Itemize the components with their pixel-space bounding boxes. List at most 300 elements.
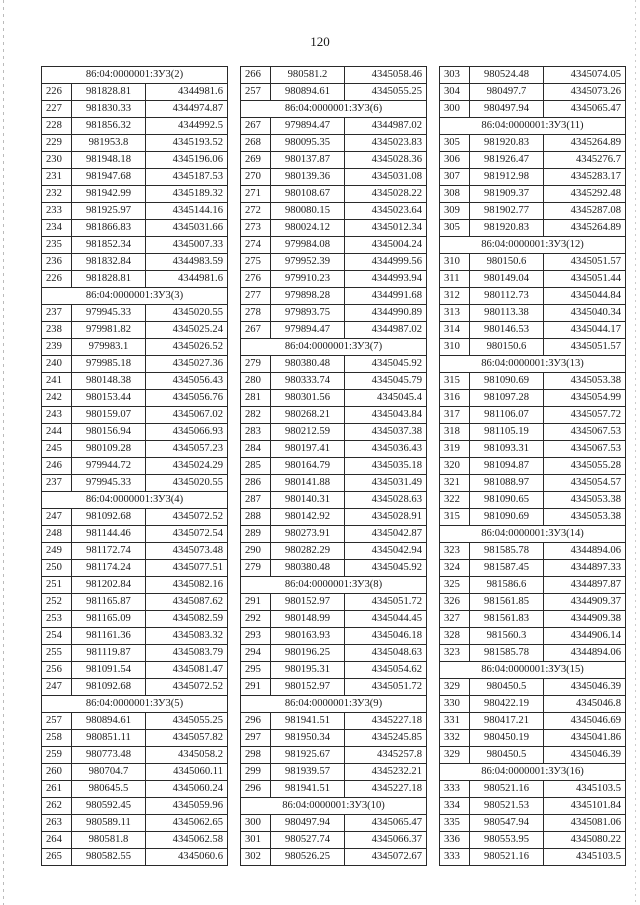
x-coordinate: 981587.45 bbox=[470, 560, 544, 577]
y-coordinate: 4345051.57 bbox=[544, 254, 626, 271]
y-coordinate: 4345072.52 bbox=[146, 509, 228, 526]
x-coordinate: 980524.48 bbox=[470, 67, 544, 84]
x-coordinate: 980195.31 bbox=[271, 662, 345, 679]
x-coordinate: 980527.74 bbox=[271, 832, 345, 849]
coordinate-row bbox=[42, 730, 228, 747]
point-number: 328 bbox=[440, 628, 470, 645]
y-coordinate: 4345044.84 bbox=[544, 288, 626, 305]
coordinate-row bbox=[42, 441, 228, 458]
y-coordinate: 4345087.62 bbox=[146, 594, 228, 611]
y-coordinate: 4345040.34 bbox=[544, 305, 626, 322]
point-number: 233 bbox=[42, 203, 72, 220]
x-coordinate: 980163.93 bbox=[271, 628, 345, 645]
coordinate-row bbox=[42, 237, 228, 254]
y-coordinate: 4344894.06 bbox=[544, 543, 626, 560]
page-number: 120 bbox=[310, 34, 330, 49]
x-coordinate: 980148.38 bbox=[72, 373, 146, 390]
x-coordinate: 979985.18 bbox=[72, 356, 146, 373]
x-coordinate: 979910.23 bbox=[271, 271, 345, 288]
point-number: 298 bbox=[241, 747, 271, 764]
point-number: 231 bbox=[42, 169, 72, 186]
x-coordinate: 980497.7 bbox=[470, 84, 544, 101]
y-coordinate: 4345073.26 bbox=[544, 84, 626, 101]
point-number: 246 bbox=[42, 458, 72, 475]
y-coordinate: 4345051.72 bbox=[345, 679, 427, 696]
point-number: 297 bbox=[241, 730, 271, 747]
y-coordinate: 4345042.87 bbox=[345, 526, 427, 543]
coordinate-row bbox=[42, 118, 228, 135]
y-coordinate: 4345059.96 bbox=[146, 798, 228, 815]
x-coordinate: 980140.31 bbox=[271, 492, 345, 509]
coordinate-row bbox=[241, 832, 427, 849]
coordinate-row bbox=[42, 271, 228, 288]
x-coordinate: 980153.44 bbox=[72, 390, 146, 407]
point-number: 333 bbox=[440, 849, 470, 866]
x-coordinate: 981560.3 bbox=[470, 628, 544, 645]
y-coordinate: 4345031.08 bbox=[345, 169, 427, 186]
coordinate-row bbox=[440, 713, 626, 730]
point-number: 304 bbox=[440, 84, 470, 101]
coordinate-row bbox=[440, 577, 626, 594]
x-coordinate: 979984.08 bbox=[271, 237, 345, 254]
y-coordinate: 4345057.23 bbox=[146, 441, 228, 458]
point-number: 229 bbox=[42, 135, 72, 152]
y-coordinate: 4345054.57 bbox=[544, 475, 626, 492]
coordinate-row bbox=[42, 220, 228, 237]
coordinate-row bbox=[42, 611, 228, 628]
coordinate-row bbox=[440, 594, 626, 611]
coordinate-row bbox=[440, 492, 626, 509]
y-coordinate: 4345055.25 bbox=[345, 84, 427, 101]
coordinate-row bbox=[440, 509, 626, 526]
point-number: 305 bbox=[440, 135, 470, 152]
coordinate-row bbox=[42, 832, 228, 849]
x-coordinate: 980521.53 bbox=[470, 798, 544, 815]
x-coordinate: 980273.91 bbox=[271, 526, 345, 543]
point-number: 291 bbox=[241, 679, 271, 696]
point-number: 335 bbox=[440, 815, 470, 832]
y-coordinate: 4345023.83 bbox=[345, 135, 427, 152]
coordinate-row bbox=[440, 84, 626, 101]
y-coordinate: 4345024.29 bbox=[146, 458, 228, 475]
x-coordinate: 981920.83 bbox=[470, 135, 544, 152]
y-coordinate: 4345051.72 bbox=[345, 594, 427, 611]
y-coordinate: 4345232.21 bbox=[345, 764, 427, 781]
coordinate-row bbox=[42, 594, 228, 611]
point-number: 294 bbox=[241, 645, 271, 662]
point-number: 318 bbox=[440, 424, 470, 441]
point-number: 288 bbox=[241, 509, 271, 526]
point-number: 315 bbox=[440, 373, 470, 390]
point-number: 308 bbox=[440, 186, 470, 203]
coordinate-row bbox=[241, 730, 427, 747]
coordinates-column-2 bbox=[240, 66, 427, 866]
x-coordinate: 979894.47 bbox=[271, 118, 345, 135]
coordinate-row bbox=[241, 271, 427, 288]
coordinate-row bbox=[241, 135, 427, 152]
x-coordinate: 981561.83 bbox=[470, 611, 544, 628]
y-coordinate: 4345227.18 bbox=[345, 713, 427, 730]
y-coordinate: 4345028.63 bbox=[345, 492, 427, 509]
point-number: 330 bbox=[440, 696, 470, 713]
x-coordinate: 980141.88 bbox=[271, 475, 345, 492]
parcel-header-row bbox=[440, 764, 626, 781]
y-coordinate: 4345046.8 bbox=[544, 696, 626, 713]
coordinate-row bbox=[42, 424, 228, 441]
parcel-id: 86:04:0000001:ЗУ3(15) bbox=[440, 662, 626, 679]
point-number: 254 bbox=[42, 628, 72, 645]
y-coordinate: 4345257.8 bbox=[345, 747, 427, 764]
coordinate-row bbox=[440, 288, 626, 305]
x-coordinate: 979983.1 bbox=[72, 339, 146, 356]
y-coordinate: 4344897.33 bbox=[544, 560, 626, 577]
parcel-header-row bbox=[42, 492, 228, 509]
coordinate-row bbox=[440, 373, 626, 390]
parcel-header-row bbox=[241, 101, 427, 118]
x-coordinate: 980150.6 bbox=[470, 339, 544, 356]
coordinate-row bbox=[440, 628, 626, 645]
y-coordinate: 4345046.39 bbox=[544, 747, 626, 764]
x-coordinate: 981165.87 bbox=[72, 594, 146, 611]
point-number: 282 bbox=[241, 407, 271, 424]
x-coordinate: 979945.33 bbox=[72, 305, 146, 322]
point-number: 327 bbox=[440, 611, 470, 628]
coordinates-table-1 bbox=[41, 66, 228, 866]
coordinate-row bbox=[42, 798, 228, 815]
coordinate-row bbox=[42, 713, 228, 730]
point-number: 275 bbox=[241, 254, 271, 271]
coordinate-row bbox=[241, 84, 427, 101]
parcel-id: 86:04:0000001:ЗУ3(10) bbox=[241, 798, 427, 815]
x-coordinate: 980773.48 bbox=[72, 747, 146, 764]
x-coordinate: 981106.07 bbox=[470, 407, 544, 424]
point-number: 257 bbox=[42, 713, 72, 730]
y-coordinate: 4345053.38 bbox=[544, 373, 626, 390]
y-coordinate: 4345044.45 bbox=[345, 611, 427, 628]
y-coordinate: 4344909.37 bbox=[544, 594, 626, 611]
coordinate-row bbox=[440, 458, 626, 475]
x-coordinate: 980333.74 bbox=[271, 373, 345, 390]
y-coordinate: 4345067.53 bbox=[544, 441, 626, 458]
point-number: 313 bbox=[440, 305, 470, 322]
coordinate-row bbox=[42, 305, 228, 322]
x-coordinate: 980497.94 bbox=[271, 815, 345, 832]
x-coordinate: 980547.94 bbox=[470, 815, 544, 832]
point-number: 261 bbox=[42, 781, 72, 798]
point-number: 226 bbox=[42, 84, 72, 101]
coordinate-row bbox=[42, 849, 228, 866]
coordinate-row bbox=[241, 288, 427, 305]
parcel-header-row bbox=[440, 356, 626, 373]
x-coordinate: 981925.67 bbox=[271, 747, 345, 764]
point-number: 238 bbox=[42, 322, 72, 339]
point-number: 230 bbox=[42, 152, 72, 169]
point-number: 232 bbox=[42, 186, 72, 203]
point-number: 250 bbox=[42, 560, 72, 577]
y-coordinate: 4345035.18 bbox=[345, 458, 427, 475]
x-coordinate: 979945.33 bbox=[72, 475, 146, 492]
x-coordinate: 980282.29 bbox=[271, 543, 345, 560]
point-number: 227 bbox=[42, 101, 72, 118]
y-coordinate: 4345227.18 bbox=[345, 781, 427, 798]
point-number: 278 bbox=[241, 305, 271, 322]
x-coordinate: 979981.82 bbox=[72, 322, 146, 339]
coordinate-row bbox=[42, 135, 228, 152]
y-coordinate: 4345074.05 bbox=[544, 67, 626, 84]
point-number: 321 bbox=[440, 475, 470, 492]
point-number: 289 bbox=[241, 526, 271, 543]
point-number: 309 bbox=[440, 203, 470, 220]
point-number: 299 bbox=[241, 764, 271, 781]
coordinate-row bbox=[440, 543, 626, 560]
point-number: 234 bbox=[42, 220, 72, 237]
y-coordinate: 4345287.08 bbox=[544, 203, 626, 220]
y-coordinate: 4345077.51 bbox=[146, 560, 228, 577]
coordinate-row bbox=[440, 798, 626, 815]
y-coordinate: 4345072.67 bbox=[345, 849, 427, 866]
y-coordinate: 4344897.87 bbox=[544, 577, 626, 594]
y-coordinate: 4345025.24 bbox=[146, 322, 228, 339]
coordinate-row bbox=[440, 322, 626, 339]
point-number: 277 bbox=[241, 288, 271, 305]
x-coordinate: 980142.92 bbox=[271, 509, 345, 526]
coordinate-row bbox=[241, 611, 427, 628]
x-coordinate: 980164.79 bbox=[271, 458, 345, 475]
x-coordinate: 981090.69 bbox=[470, 373, 544, 390]
x-coordinate: 980894.61 bbox=[271, 84, 345, 101]
coordinate-row bbox=[440, 441, 626, 458]
coordinate-row bbox=[241, 305, 427, 322]
y-coordinate: 4344974.87 bbox=[146, 101, 228, 118]
x-coordinate: 981925.97 bbox=[72, 203, 146, 220]
x-coordinate: 981950.34 bbox=[271, 730, 345, 747]
x-coordinate: 981144.46 bbox=[72, 526, 146, 543]
y-coordinate: 4344983.59 bbox=[146, 254, 228, 271]
x-coordinate: 981092.68 bbox=[72, 509, 146, 526]
coordinate-row bbox=[241, 628, 427, 645]
coordinate-row bbox=[440, 696, 626, 713]
point-number: 244 bbox=[42, 424, 72, 441]
coordinate-row bbox=[42, 662, 228, 679]
y-coordinate: 4345058.46 bbox=[345, 67, 427, 84]
coordinate-row bbox=[42, 407, 228, 424]
point-number: 326 bbox=[440, 594, 470, 611]
y-coordinate: 4345062.58 bbox=[146, 832, 228, 849]
x-coordinate: 981926.47 bbox=[470, 152, 544, 169]
x-coordinate: 981105.19 bbox=[470, 424, 544, 441]
x-coordinate: 980268.21 bbox=[271, 407, 345, 424]
x-coordinate: 981165.09 bbox=[72, 611, 146, 628]
scan-edge-left bbox=[3, 0, 4, 905]
coordinate-row bbox=[241, 645, 427, 662]
point-number: 307 bbox=[440, 169, 470, 186]
point-number: 317 bbox=[440, 407, 470, 424]
point-number: 258 bbox=[42, 730, 72, 747]
coordinate-row bbox=[241, 815, 427, 832]
parcel-id: 86:04:0000001:ЗУ3(3) bbox=[42, 288, 228, 305]
x-coordinate: 980417.21 bbox=[470, 713, 544, 730]
y-coordinate: 4345056.76 bbox=[146, 390, 228, 407]
y-coordinate: 4344987.02 bbox=[345, 322, 427, 339]
y-coordinate: 4345264.89 bbox=[544, 135, 626, 152]
point-number: 243 bbox=[42, 407, 72, 424]
coordinates-table-2 bbox=[240, 66, 427, 866]
y-coordinate: 4345037.38 bbox=[345, 424, 427, 441]
coordinate-row bbox=[241, 594, 427, 611]
coordinate-row bbox=[42, 645, 228, 662]
y-coordinate: 4345051.44 bbox=[544, 271, 626, 288]
coordinate-row bbox=[241, 849, 427, 866]
point-number: 325 bbox=[440, 577, 470, 594]
x-coordinate: 981947.68 bbox=[72, 169, 146, 186]
y-coordinate: 4345057.72 bbox=[544, 407, 626, 424]
y-coordinate: 4345007.33 bbox=[146, 237, 228, 254]
point-number: 301 bbox=[241, 832, 271, 849]
x-coordinate: 980137.87 bbox=[271, 152, 345, 169]
y-coordinate: 4345062.65 bbox=[146, 815, 228, 832]
coordinate-row bbox=[42, 526, 228, 543]
point-number: 263 bbox=[42, 815, 72, 832]
parcel-id: 86:04:0000001:ЗУ3(9) bbox=[241, 696, 427, 713]
coordinate-row bbox=[241, 254, 427, 271]
coordinate-row bbox=[42, 475, 228, 492]
coordinate-row bbox=[440, 849, 626, 866]
coordinate-row bbox=[241, 118, 427, 135]
y-coordinate: 4345264.89 bbox=[544, 220, 626, 237]
coordinate-row bbox=[440, 747, 626, 764]
coordinate-row bbox=[440, 560, 626, 577]
y-coordinate: 4345292.48 bbox=[544, 186, 626, 203]
x-coordinate: 980149.04 bbox=[470, 271, 544, 288]
x-coordinate: 980380.48 bbox=[271, 356, 345, 373]
y-coordinate: 4344909.38 bbox=[544, 611, 626, 628]
coordinate-row bbox=[241, 492, 427, 509]
y-coordinate: 4345012.34 bbox=[345, 220, 427, 237]
point-number: 283 bbox=[241, 424, 271, 441]
parcel-id: 86:04:0000001:ЗУ3(6) bbox=[241, 101, 427, 118]
y-coordinate: 4345065.47 bbox=[544, 101, 626, 118]
coordinate-row bbox=[241, 781, 427, 798]
coordinate-row bbox=[241, 713, 427, 730]
point-number: 302 bbox=[241, 849, 271, 866]
parcel-header-row bbox=[241, 339, 427, 356]
point-number: 237 bbox=[42, 475, 72, 492]
x-coordinate: 981119.87 bbox=[72, 645, 146, 662]
parcel-header-row bbox=[42, 696, 228, 713]
x-coordinate: 981161.36 bbox=[72, 628, 146, 645]
coordinate-row bbox=[241, 543, 427, 560]
y-coordinate: 4345055.28 bbox=[544, 458, 626, 475]
coordinate-row bbox=[42, 254, 228, 271]
point-number: 241 bbox=[42, 373, 72, 390]
y-coordinate: 4345043.84 bbox=[345, 407, 427, 424]
point-number: 235 bbox=[42, 237, 72, 254]
y-coordinate: 4345046.39 bbox=[544, 679, 626, 696]
x-coordinate: 980146.53 bbox=[470, 322, 544, 339]
coordinate-row bbox=[42, 152, 228, 169]
y-coordinate: 4345067.53 bbox=[544, 424, 626, 441]
x-coordinate: 981174.24 bbox=[72, 560, 146, 577]
point-number: 249 bbox=[42, 543, 72, 560]
coordinates-column-3 bbox=[439, 66, 626, 866]
coordinate-row bbox=[440, 101, 626, 118]
y-coordinate: 4345045.4 bbox=[345, 390, 427, 407]
point-number: 284 bbox=[241, 441, 271, 458]
x-coordinate: 981094.87 bbox=[470, 458, 544, 475]
point-number: 255 bbox=[42, 645, 72, 662]
coordinate-row bbox=[42, 339, 228, 356]
y-coordinate: 4345196.06 bbox=[146, 152, 228, 169]
point-number: 291 bbox=[241, 594, 271, 611]
x-coordinate: 980139.36 bbox=[271, 169, 345, 186]
point-number: 271 bbox=[241, 186, 271, 203]
coordinate-row bbox=[241, 441, 427, 458]
coordinate-row bbox=[241, 475, 427, 492]
point-number: 247 bbox=[42, 679, 72, 696]
coordinate-row bbox=[42, 356, 228, 373]
point-number: 290 bbox=[241, 543, 271, 560]
point-number: 332 bbox=[440, 730, 470, 747]
point-number: 311 bbox=[440, 271, 470, 288]
y-coordinate: 4345060.24 bbox=[146, 781, 228, 798]
coordinate-row bbox=[440, 407, 626, 424]
x-coordinate: 980582.55 bbox=[72, 849, 146, 866]
point-number: 269 bbox=[241, 152, 271, 169]
coordinate-row bbox=[440, 271, 626, 288]
y-coordinate: 4345031.66 bbox=[146, 220, 228, 237]
x-coordinate: 981090.65 bbox=[470, 492, 544, 509]
coordinate-row bbox=[42, 186, 228, 203]
point-number: 324 bbox=[440, 560, 470, 577]
y-coordinate: 4345189.32 bbox=[146, 186, 228, 203]
y-coordinate: 4345045.92 bbox=[345, 560, 427, 577]
x-coordinate: 981828.81 bbox=[72, 271, 146, 288]
x-coordinate: 979952.39 bbox=[271, 254, 345, 271]
y-coordinate: 4345060.11 bbox=[146, 764, 228, 781]
coordinate-row bbox=[241, 186, 427, 203]
point-number: 247 bbox=[42, 509, 72, 526]
y-coordinate: 4345283.17 bbox=[544, 169, 626, 186]
point-number: 329 bbox=[440, 679, 470, 696]
x-coordinate: 980301.56 bbox=[271, 390, 345, 407]
point-number: 274 bbox=[241, 237, 271, 254]
x-coordinate: 980450.5 bbox=[470, 747, 544, 764]
parcel-header-row bbox=[42, 67, 228, 84]
point-number: 319 bbox=[440, 441, 470, 458]
point-number: 315 bbox=[440, 509, 470, 526]
coordinate-row bbox=[440, 169, 626, 186]
point-number: 303 bbox=[440, 67, 470, 84]
y-coordinate: 4345103.5 bbox=[544, 849, 626, 866]
point-number: 267 bbox=[241, 322, 271, 339]
y-coordinate: 4345020.55 bbox=[146, 475, 228, 492]
coordinate-row bbox=[241, 237, 427, 254]
coordinate-row bbox=[42, 679, 228, 696]
x-coordinate: 979894.47 bbox=[271, 322, 345, 339]
point-number: 336 bbox=[440, 832, 470, 849]
coordinate-row bbox=[440, 135, 626, 152]
y-coordinate: 4344981.6 bbox=[146, 84, 228, 101]
y-coordinate: 4345026.52 bbox=[146, 339, 228, 356]
point-number: 300 bbox=[440, 101, 470, 118]
parcel-header-row bbox=[241, 798, 427, 815]
x-coordinate: 981586.6 bbox=[470, 577, 544, 594]
y-coordinate: 4345072.54 bbox=[146, 526, 228, 543]
y-coordinate: 4345041.86 bbox=[544, 730, 626, 747]
x-coordinate: 981585.78 bbox=[470, 543, 544, 560]
y-coordinate: 4345044.17 bbox=[544, 322, 626, 339]
x-coordinate: 981585.78 bbox=[470, 645, 544, 662]
